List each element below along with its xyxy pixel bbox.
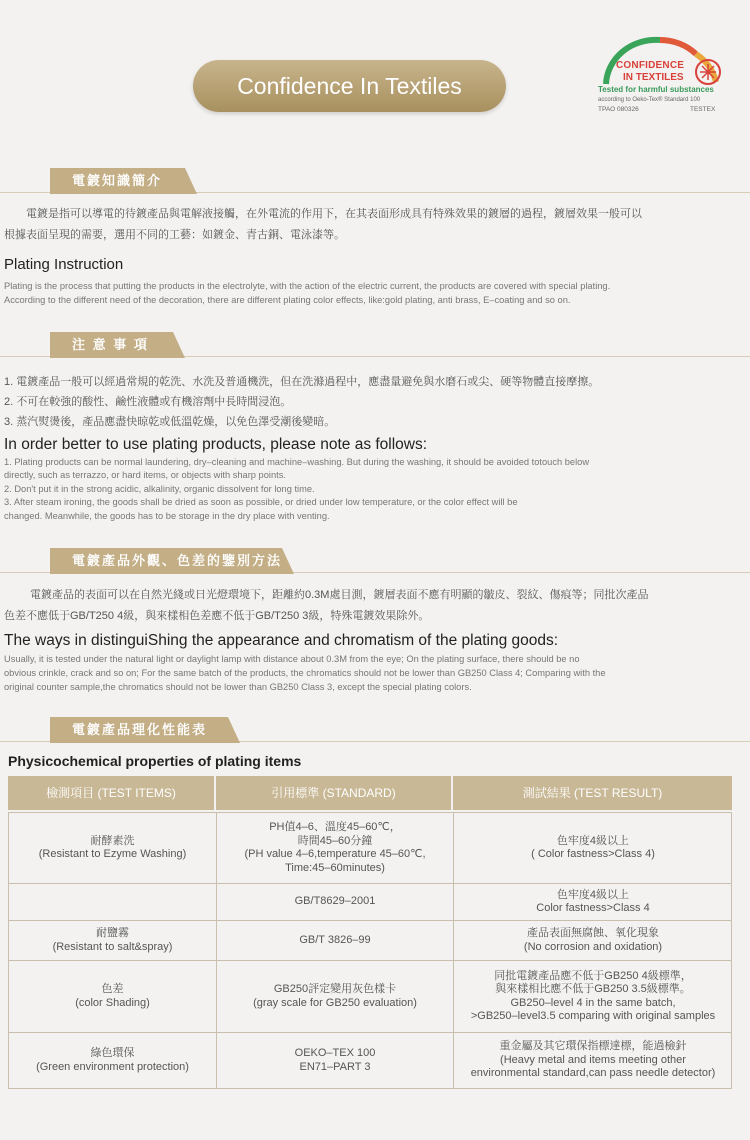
section3-en-line2: obvious crinkle, crack and so on; For the same batch of the products, the chromatics should not be lower than GB250 Class 4; Comparing with the — [4, 668, 606, 678]
table-row — [8, 960, 732, 1032]
section2-en-line2: directly, such as terrazzo, or hard items, or objects with sharp points. — [4, 470, 286, 480]
cell-line: GB250–level 4 in the same batch, — [510, 996, 676, 1009]
section2-en-line5: changed. Meanwhile, the goods has to be storage in the dry place with venting. — [4, 511, 330, 521]
cell-line: 與來樣相比應不低于GB250 3.5級標準。 — [495, 983, 691, 995]
cell-line: (Heavy metal and items meeting other — [500, 1053, 686, 1066]
cell-line: (PH value 4–6,temperature 45–60℃, — [244, 848, 426, 860]
cell-line: 耐酵素洗 — [90, 834, 135, 847]
section1-cn-line1: 電鍍是指可以導電的待鍍產品與電解液接觸，在外電流的作用下，在其表面形成具有特殊效果的鍍層的過程，鍍層效果一般可以 — [26, 208, 642, 220]
logo-brand: TESTEX — [690, 106, 716, 113]
table-cell-item — [8, 1033, 216, 1088]
section2-en-line4: 3. After steam ironing, the goods shall be dried as soon as possible, or dried under low temperature, or the color effect will be — [4, 497, 518, 507]
column-header-test-items: 檢測項目 (TEST ITEMS) — [8, 776, 216, 810]
cell-line: GB/T 3826–99 — [299, 933, 371, 946]
cell-line: Time:45–60minutes) — [285, 861, 385, 874]
table-row — [8, 883, 732, 920]
section2-item1: 1. 電鍍產品一般可以經過常規的乾洗、水洗及普通機洗，但在洗滌過程中，應盡量避免與水磨石或尖、硬等物體直接摩擦。 — [4, 376, 600, 388]
cell-line: >GB250–level3.5 comparing with original samples — [470, 1010, 716, 1022]
cell-line: 時間45–60分鐘 — [297, 834, 373, 847]
page-title: Confidence In Textiles — [193, 60, 506, 112]
table-cell-item — [8, 813, 216, 883]
cell-line: (Resistant to Ezyme Washing) — [38, 848, 187, 860]
cell-line: 產品表面無腐蝕、氧化現象 — [527, 927, 659, 939]
cell-line: (gray scale for GB250 evaluation) — [253, 996, 417, 1009]
logo-line2: IN TEXTILES — [623, 72, 684, 83]
section2-en-heading: In order better to use plating products, please note as follows: — [4, 436, 428, 453]
section2-item3: 3. 蒸汽熨燙後，產品應盡快晾乾或低溫乾燥，以免色澤受潮後變暗。 — [4, 416, 336, 428]
table-bottom-border — [8, 1088, 732, 1089]
section1-en-line1: Plating is the process that putting the products in the electrolyte, with the action of the electric current, the products are covered with special plating. — [4, 281, 611, 291]
cell-line: EN71–PART 3 — [299, 1060, 371, 1073]
logo-code: TPAO 080326 — [598, 106, 639, 113]
cell-line: 重金屬及其它環保指標達標，能過檢針 — [499, 1040, 687, 1053]
cell-line: 耐鹽霧 — [95, 927, 129, 939]
cell-line: OEKO–TEX 100 — [294, 1047, 376, 1059]
column-header-standard: 引用標準 (STANDARD) — [216, 776, 453, 810]
logo-line1: CONFIDENCE — [616, 60, 685, 71]
section3-cn-line1: 電鍍產品的表面可以在自然光綫或日光燈環境下，距離約0.3M處目測，鍍層表面不應有明顯的皺皮、裂紋、傷痕等；同批次產品 — [30, 589, 649, 601]
section4-en-heading: Physicochemical properties of plating items — [8, 753, 302, 769]
cell-line: 綠色環保 — [90, 1047, 135, 1059]
table-cell-item — [8, 921, 216, 960]
cell-line: (No corrosion and oxidation) — [523, 940, 663, 953]
section1-cn-line2: 根據表面呈現的需要，選用不同的工藝：如鍍金、青古銅、電泳漆等。 — [4, 229, 345, 241]
cell-line: 色差 — [101, 983, 124, 995]
cell-line: (color Shading) — [75, 996, 150, 1009]
cell-line: GB/T8629–2001 — [294, 895, 376, 908]
table-cell-result — [453, 813, 732, 883]
table-cell-standard — [216, 921, 453, 960]
column-header-test-result: 測試結果 (TEST RESULT) — [453, 776, 732, 810]
table-cell-standard — [216, 961, 453, 1032]
section3-en-line3: original counter sample,the chromatics should not be lower than GB250 Class 3, except the special plating colors. — [4, 682, 472, 692]
cell-line: 同批電鍍產品應不低于GB250 4級標準， — [494, 969, 692, 982]
table-row — [8, 1032, 732, 1088]
cell-line: Color fastness>Class 4 — [536, 902, 650, 914]
section2-header: 注 意 事 項 — [50, 332, 173, 358]
table-cell-result — [453, 921, 732, 960]
cell-line: environmental standard,can pass needle detector) — [470, 1067, 716, 1080]
section1-en-heading: Plating Instruction — [4, 256, 124, 273]
table-cell-result — [453, 884, 732, 920]
table-right-border — [731, 812, 732, 1089]
cell-line: 色牢度4級以上 — [556, 888, 630, 901]
section1-header: 電鍍知識簡介 — [50, 168, 185, 194]
oeko-tex-logo — [598, 32, 728, 118]
section2-en-line1: 1. Plating products can be normal laundering, dry–cleaning and machine–washing. But during the washing, it should be avoided totouch below — [4, 457, 590, 467]
table-cell-item — [8, 884, 216, 920]
table-cell-standard — [216, 813, 453, 883]
logo-sub2: according to Oeko-Tex® Standard 100 — [598, 97, 701, 103]
cell-line: (Resistant to salt&spray) — [52, 940, 173, 953]
table-cell-standard — [216, 1033, 453, 1088]
section3-en-line1: Usually, it is tested under the natural light or daylight lamp with distance about 0.3M from the eye; On the plating surface, there should be no — [4, 654, 580, 664]
cell-line: (Green environment protection) — [36, 1060, 189, 1073]
section3-header: 電鍍產品外觀、色差的鑒別方法 — [50, 548, 282, 574]
cell-line: 色牢度4級以上 — [556, 834, 630, 847]
section2-item2: 2. 不可在較強的酸性、鹼性液體或有機溶劑中長時間浸泡。 — [4, 396, 292, 408]
cell-line: GB250評定變用灰色樣卡 — [273, 983, 397, 995]
table-cell-result — [453, 961, 732, 1032]
table-row — [8, 920, 732, 960]
section3-en-heading: The ways in distinguiShing the appearance and chromatism of the plating goods: — [4, 632, 559, 649]
section1-en-line2: According to the different need of the decoration, there are different plating color effects, like:gold plating, anti brass, E–coating and so on. — [4, 295, 571, 305]
section4-header: 電鍍產品理化性能表 — [50, 717, 228, 743]
cell-line: PH值4–6、溫度45–60℃， — [269, 821, 401, 833]
cell-line: ( Color fastness>Class 4) — [531, 848, 655, 860]
section2-en-line3: 2. Don't put it in the strong acidic, alkalinity, organic dissolvent for long time. — [4, 484, 315, 494]
table-cell-item — [8, 961, 216, 1032]
table-cell-result — [453, 1033, 732, 1088]
table-row — [8, 812, 732, 883]
table-cell-standard — [216, 884, 453, 920]
logo-sub: Tested for harmful substances — [598, 85, 714, 94]
section3-cn-line2: 色差不應低于GB/T250 4級，與來樣相色差應不低于GB/T250 3級，特殊電鍍效果除外。 — [4, 610, 430, 622]
